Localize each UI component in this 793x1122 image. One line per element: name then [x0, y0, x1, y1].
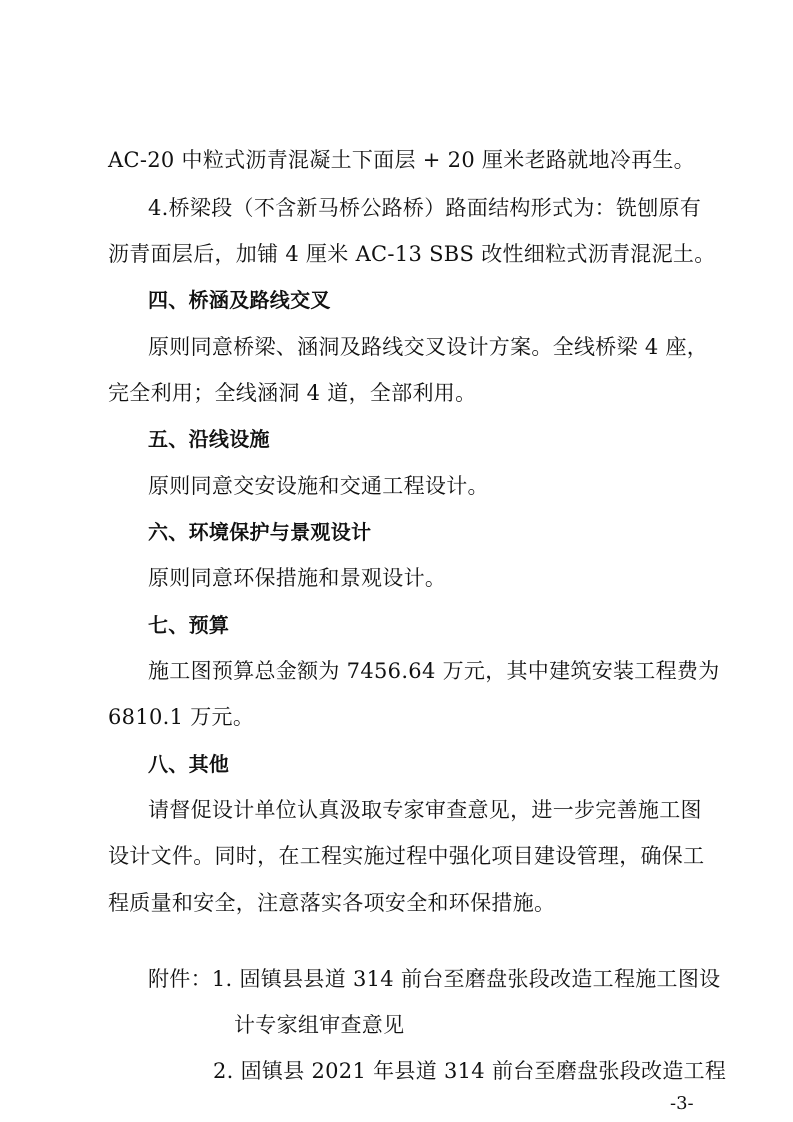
body-line: 沥青面层后，加铺 4 厘米 AC-13 SBS 改性细粒式沥青混泥土。: [108, 242, 716, 266]
body-line: 完全利用；全线涵洞 4 道，全部利用。: [108, 381, 477, 405]
annex-line: 附件：1. 固镇县县道 314 前台至磨盘张段改造工程施工图设: [148, 967, 721, 991]
body-line: 请督促设计单位认真汲取专家审查意见，进一步完善施工图: [148, 798, 702, 822]
annex-line: 2. 固镇县 2021 年县道 314 前台至磨盘张段改造工程: [213, 1059, 727, 1083]
body-line: 6810.1 万元。: [108, 705, 255, 729]
body-line: 设计文件。同时，在工程实施过程中强化项目建设管理，确保工: [108, 844, 705, 868]
section-heading: 七、预算: [148, 613, 230, 637]
section-heading: 六、环境保护与景观设计: [148, 520, 372, 544]
section-heading: 八、其他: [148, 752, 230, 776]
body-line: 程质量和安全，注意落实各项安全和环保措施。: [108, 891, 556, 915]
body-line: 原则同意环保措施和景观设计。: [148, 566, 447, 590]
section-heading: 五、沿线设施: [148, 427, 270, 451]
annex-line: 计专家组审查意见: [234, 1013, 405, 1037]
body-line: AC-20 中粒式沥青混凝土下面层 + 20 厘米老路就地冷再生。: [108, 148, 695, 172]
body-line: 原则同意交安设施和交通工程设计。: [148, 474, 489, 498]
body-line: 施工图预算总金额为 7456.64 万元，其中建筑安装工程费为: [148, 659, 720, 683]
body-line: 原则同意桥梁、涵洞及路线交叉设计方案。全线桥梁 4 座，: [148, 335, 709, 359]
section-heading: 四、桥涵及路线交叉: [148, 288, 331, 312]
page-number: -3-: [670, 1093, 694, 1114]
body-line: 4.桥梁段（不含新马桥公路桥）路面结构形式为：铣刨原有: [148, 196, 702, 220]
